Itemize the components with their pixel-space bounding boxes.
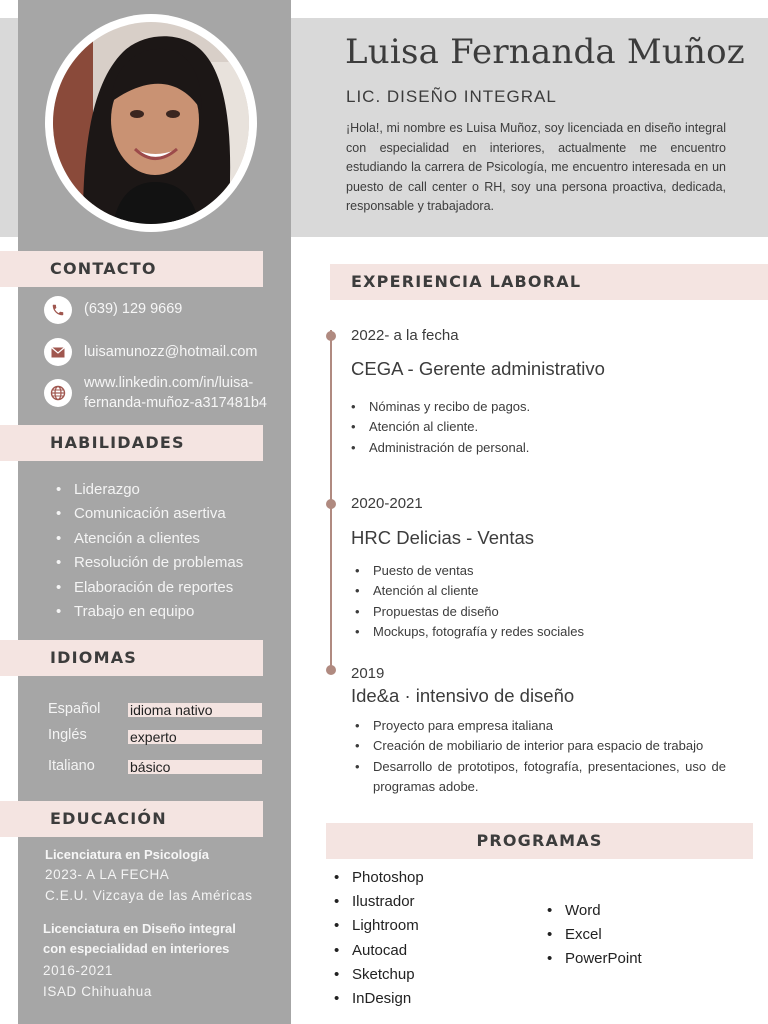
- phone-icon: [44, 296, 72, 324]
- job-duties: [352, 716, 726, 797]
- job-role: LIC. DISEÑO INTEGRAL: [346, 87, 557, 106]
- list-item: • Word: [547, 899, 642, 923]
- email-address: luisamunozz@hotmail.com: [84, 344, 258, 360]
- about-paragraph: ¡Hola!, mi nombre es Luisa Muñoz, soy licenciada en diseño integral con especialidad en interiores, actualmente me encuentro estudiando la carrera de Psicología, me encuentro interesada en un puesto de call center o RH, soy una persona proactiva, dedicada, responsable y trabajadora.: [346, 121, 726, 213]
- list-item: • Elaboración de reportes: [56, 576, 243, 600]
- language-level: idioma nativo: [128, 703, 262, 717]
- job-title: HRC Delicias - Ventas: [351, 527, 535, 548]
- job-duties: [352, 561, 726, 642]
- language-name: Español: [48, 701, 101, 717]
- languages-heading: IDIOMAS: [0, 640, 263, 676]
- programs-list-col2: [547, 899, 642, 972]
- full-name: Luisa Fernanda Muñoz: [345, 32, 745, 72]
- education-heading: EDUCACIÓN: [0, 801, 263, 837]
- language-level: experto: [128, 730, 262, 744]
- list-item: • Excel: [547, 923, 642, 947]
- list-item: • InDesign: [334, 987, 424, 1011]
- experience-heading: EXPERIENCIA LABORAL: [330, 264, 768, 300]
- mail-icon: [44, 338, 72, 366]
- timeline-dot: [326, 331, 336, 341]
- phone-number: (639) 129 9669: [84, 301, 183, 317]
- job-date: 2020-2021: [351, 495, 423, 512]
- job-title: CEGA - Gerente administrativo: [351, 358, 605, 379]
- list-item: • Autocad: [334, 939, 424, 963]
- list-item: • Creación de mobiliario de interior para espacio de trabajo: [352, 736, 726, 756]
- skills-list: [56, 478, 243, 624]
- list-item: • Nóminas y recibo de pagos.: [348, 397, 722, 417]
- list-item: • PowerPoint: [547, 947, 642, 971]
- programs-heading: PROGRAMAS: [326, 823, 753, 859]
- education-school: C.E.U. Vizcaya de las Américas: [45, 888, 253, 903]
- list-item: • Atención al cliente: [352, 581, 726, 601]
- list-item: • Photoshop: [334, 866, 424, 890]
- list-item: • Liderazgo: [56, 478, 243, 502]
- job-date: 2022- a la fecha: [351, 327, 459, 344]
- education-school: ISAD Chihuahua: [43, 984, 152, 999]
- job-duties: [348, 397, 722, 458]
- education-dates: 2016-2021: [43, 963, 113, 978]
- list-item: • Puesto de ventas: [352, 561, 726, 581]
- education-dates: 2023- A LA FECHA: [45, 867, 170, 882]
- list-item: • Desarrollo de prototipos, fotografía, presentaciones, uso de programas adobe.: [352, 757, 726, 798]
- list-item: • Propuestas de diseño: [352, 602, 726, 622]
- skills-heading: HABILIDADES: [0, 425, 263, 461]
- list-item: • Resolución de problemas: [56, 551, 243, 575]
- programs-list-col1: [334, 866, 424, 1011]
- list-item: • Proyecto para empresa italiana: [352, 716, 726, 736]
- list-item: • Administración de personal.: [348, 438, 722, 458]
- contact-linkedin[interactable]: [44, 379, 72, 407]
- education-degree: con especialidad en interiores: [43, 941, 230, 956]
- list-item: • Atención al cliente.: [348, 417, 722, 437]
- contact-heading: CONTACTO: [0, 251, 263, 287]
- language-name: Inglés: [48, 727, 87, 743]
- list-item: • Sketchup: [334, 963, 424, 987]
- list-item: • Mockups, fotografía y redes sociales: [352, 622, 726, 642]
- list-item: • Trabajo en equipo: [56, 600, 243, 624]
- linkedin-url-line2[interactable]: fernanda-muñoz-a317481b4: [84, 395, 267, 411]
- list-item: • Lightroom: [334, 914, 424, 938]
- list-item: • Ilustrador: [334, 890, 424, 914]
- education-degree: Licenciatura en Psicología: [45, 847, 209, 862]
- language-level: básico: [128, 760, 262, 774]
- list-item: • Atención a clientes: [56, 527, 243, 551]
- language-name: Italiano: [48, 758, 95, 774]
- profile-photo: [53, 22, 249, 224]
- list-item: • Comunicación asertiva: [56, 502, 243, 526]
- job-date: 2019: [351, 665, 385, 682]
- timeline-dot: [326, 665, 336, 675]
- globe-icon: [44, 379, 72, 407]
- timeline-dot: [326, 499, 336, 509]
- job-title: Ide&a · intensivo de diseño: [351, 685, 575, 706]
- linkedin-url-line1[interactable]: www.linkedin.com/in/luisa-: [84, 375, 254, 391]
- education-degree: Licenciatura en Diseño integral: [43, 921, 236, 936]
- contact-phone[interactable]: [44, 296, 72, 324]
- contact-email[interactable]: [44, 338, 72, 366]
